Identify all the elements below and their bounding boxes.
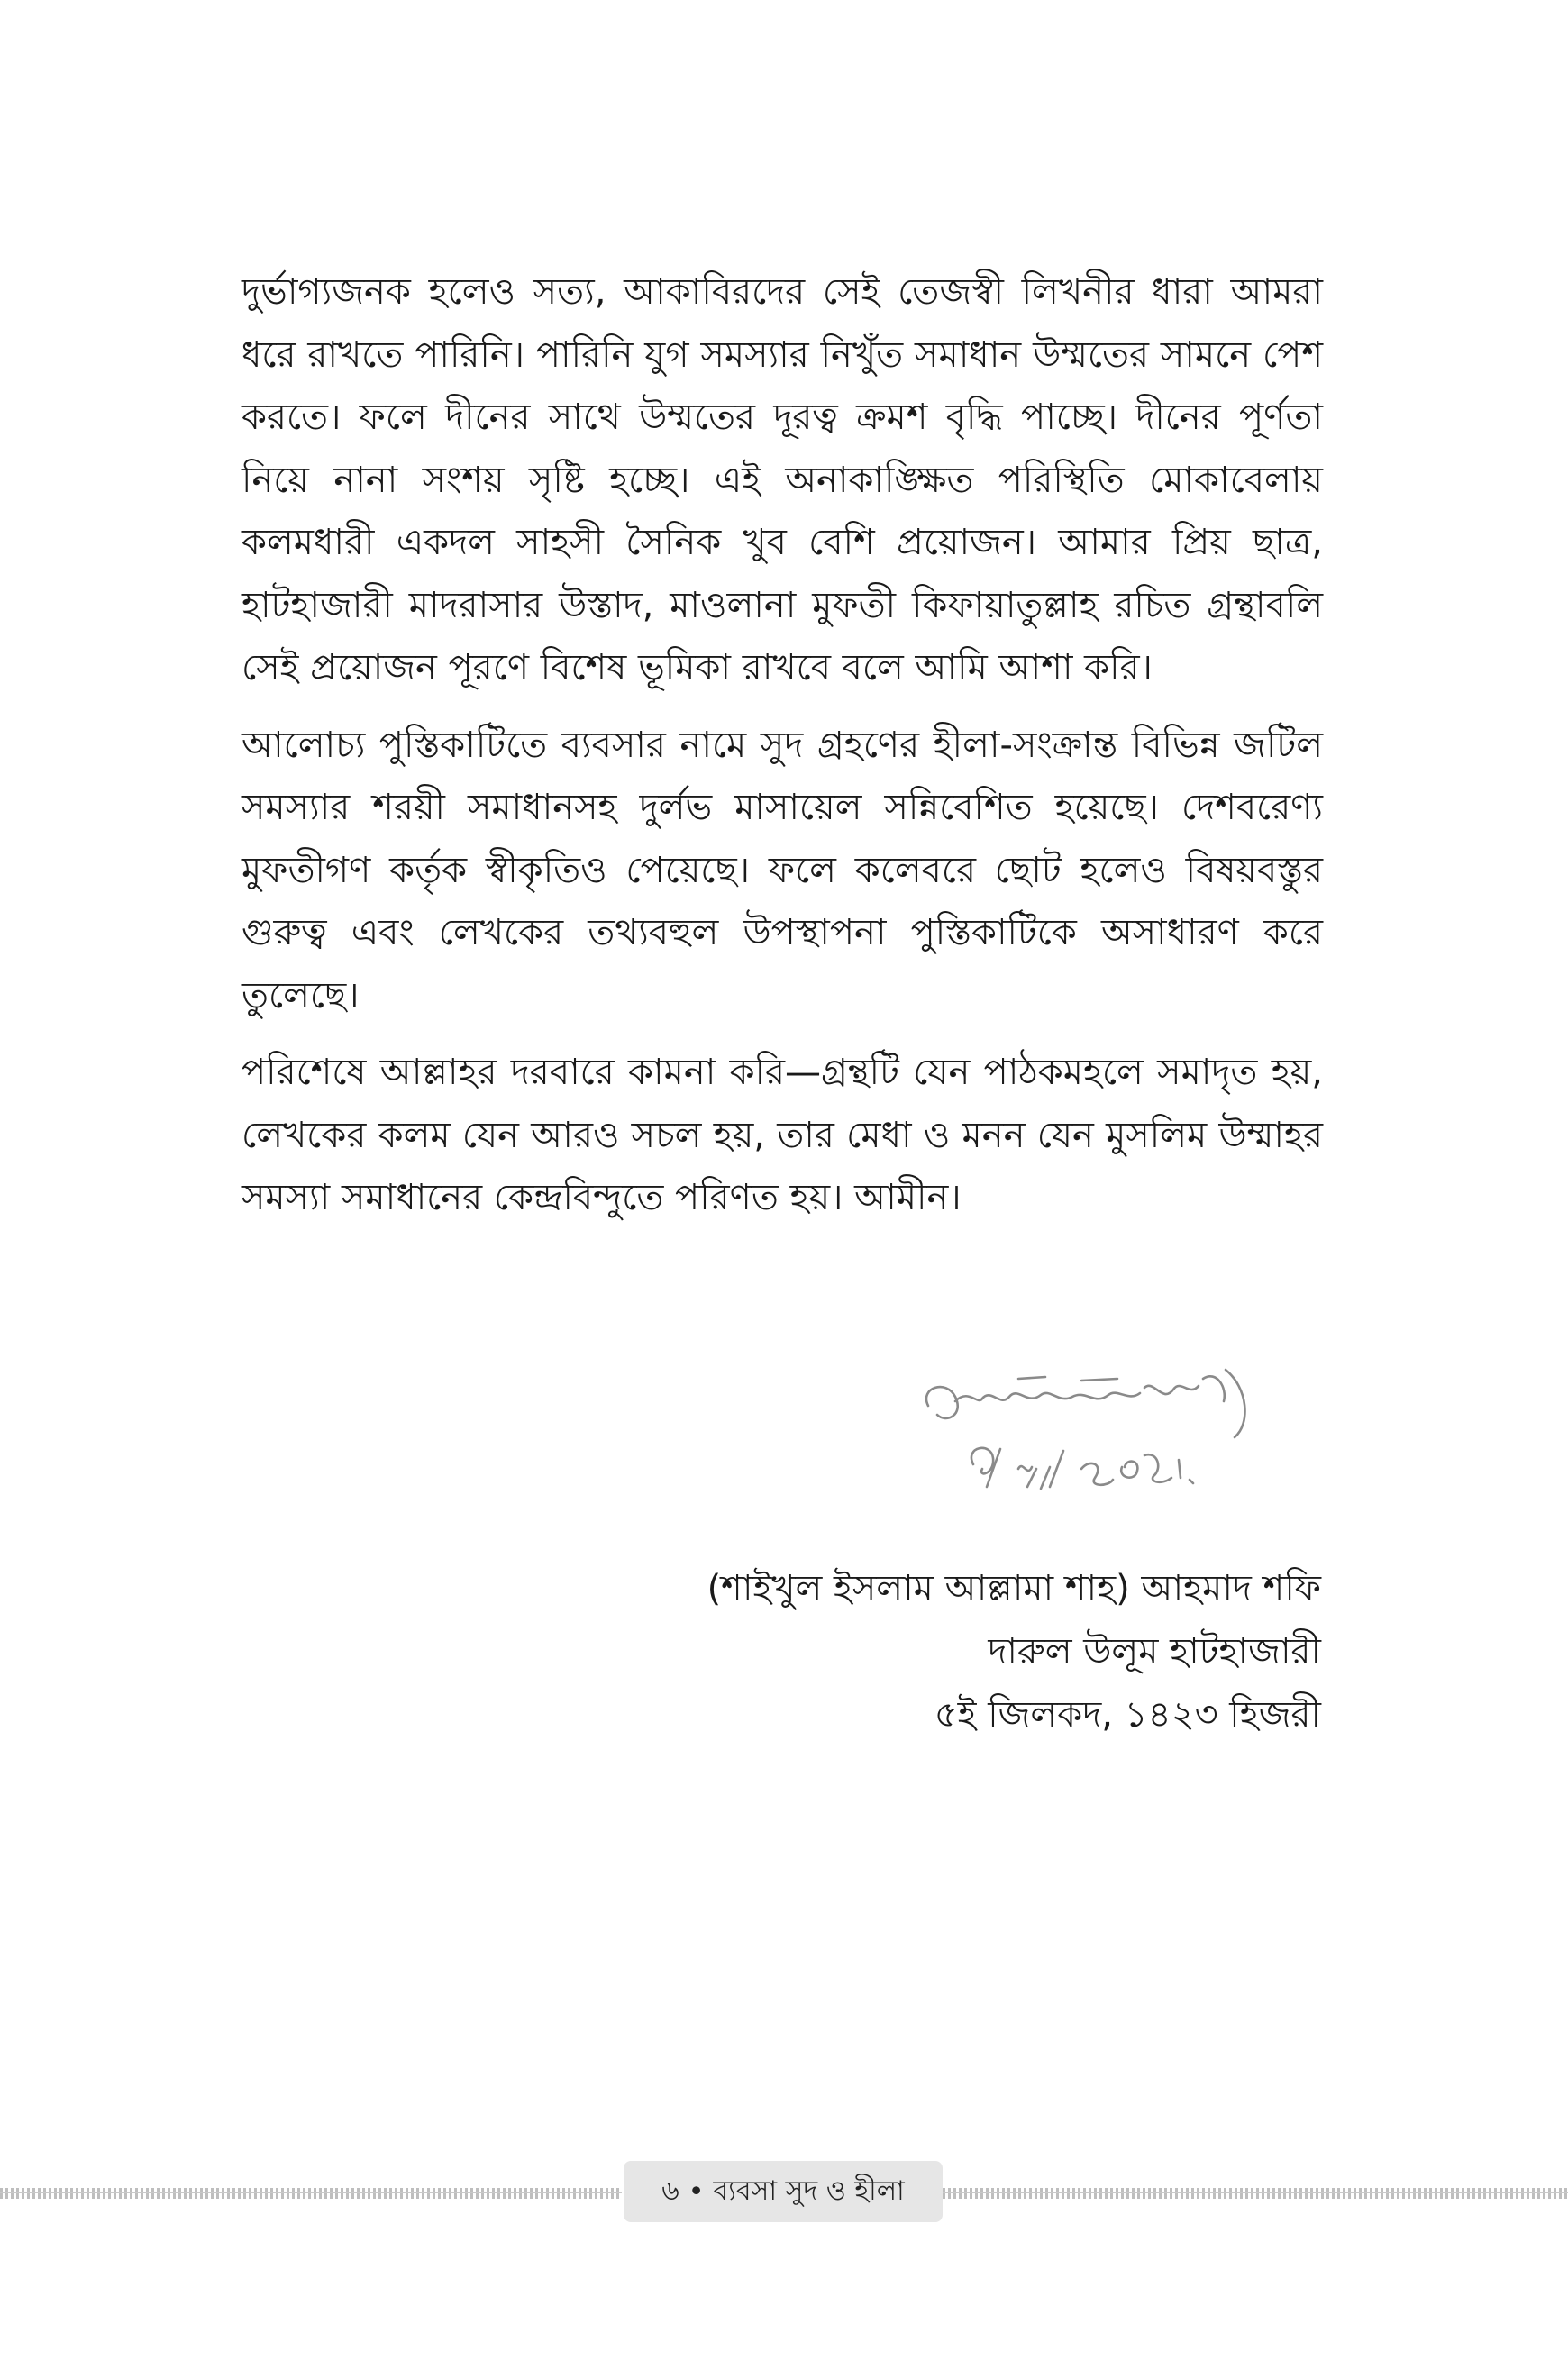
page-number: ৬ [661,2174,679,2207]
footer-rule-left [0,2188,622,2199]
footer-separator: • [688,2175,705,2208]
signature-date: ৫ই জিলকদ, ১৪২৩ হিজরী [934,1694,1321,1736]
signatory-block [707,1557,1321,1746]
paragraph-2: আলোচ্য পুস্তিকাটিতে ব্যবসার নামে সুদ গ্রহণের হীলা-সংক্রান্ত বিভিন্ন জটিল সমস্যার শরয়ী সমাধানসহ দুর্লভ মাসায়েল সন্নিবেশিত হয়েছে। দেশবরেণ্য মুফতীগণ কর্তৃক স্বীকৃতিও পেয়েছে। ফলে কলেবরে ছোট হলেও বিষয়বস্তুর গুরুত্ব এবং লেখকের তথ্যবহুল উপস্থাপনা পুস্তিকাটিকে অসাধারণ করে তুলেছে। [242,724,1323,1016]
running-title: ব্যবসা সুদ ও হীলা [713,2174,905,2207]
paragraph-3: পরিশেষে আল্লাহর দরবারে কামনা করি—গ্রন্থটি যেন পাঠকমহলে সমাদৃত হয়, লেখকের কলম যেন আরও সচল হয়, তার মেধা ও মনন যেন মুসলিম উম্মাহর সমস্যা সমাধানের কেন্দ্রবিন্দুতে পরিণত হয়। আমীন। [242,1052,1323,1218]
paragraph-1: দুর্ভাগ্যজনক হলেও সত্য, আকাবিরদের সেই তেজস্বী লিখনীর ধারা আমরা ধরে রাখতে পারিনি। পারিনি যুগ সমস্যার নিখুঁত সমাধান উম্মতের সামনে পেশ করতে। ফলে দীনের সাথে উম্মতের দূরত্ব ক্রমশ বৃদ্ধি পাচ্ছে। দীনের পূর্ণতা নিয়ে নানা সংশয় সৃষ্টি হচ্ছে। এই অনাকাঙ্ক্ষিত পরিস্থিতি মোকাবেলায় কলমধারী একদল সাহসী সৈনিক খুব বেশি প্রয়োজন। আমার প্রিয় ছাত্র, হাটহাজারী মাদরাসার উস্তাদ, মাওলানা মুফতী কিফায়াতুল্লাহ রচিত গ্রন্থাবলি সেই প্রয়োজন পূরণে বিশেষ ভূমিকা রাখবে বলে আমি আশা করি। [242,271,1323,688]
signatory-institution: দারুল উলূম হাটহাজারী [988,1631,1321,1673]
foreword-body [242,261,1323,1244]
page-footer [624,2161,943,2222]
signatory-name: (শাইখুল ইসলাম আল্লামা শাহ) আহমাদ শফি [707,1568,1321,1609]
handwritten-signature [892,1352,1325,1514]
footer-rule-right [943,2188,1568,2199]
